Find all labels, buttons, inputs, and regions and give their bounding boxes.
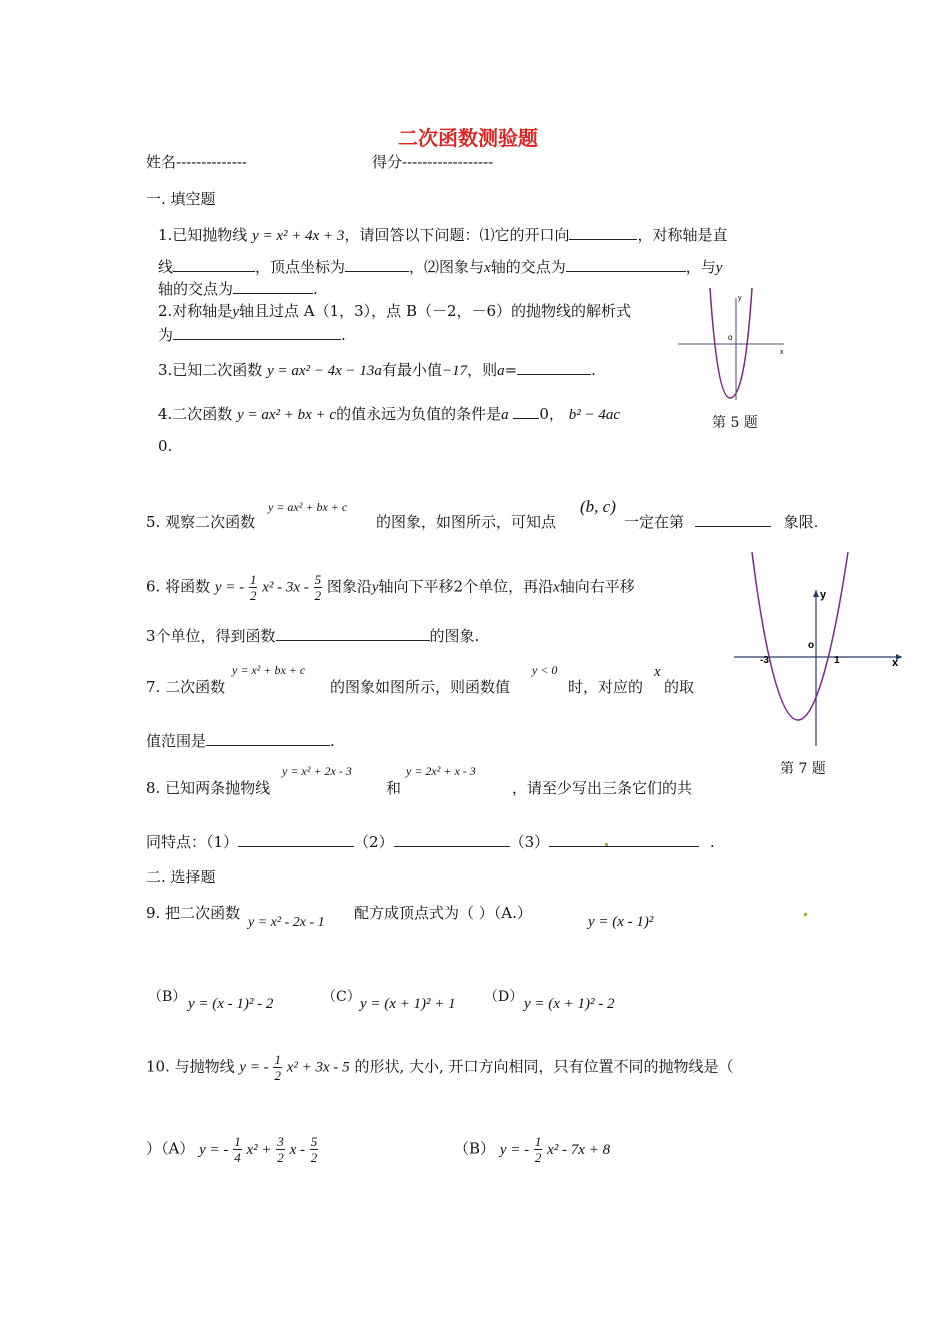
question-4-line-1 [158,403,620,424]
q9-option-b-label: （B） [148,989,187,1005]
q9-text: 配方成顶点式为（ ）（A.） [354,904,532,922]
figure-question-7-graph [732,552,906,748]
y-axis-label: y [820,589,827,601]
question-6-line-2 [146,625,479,646]
page-title: 二次函数测验题 [398,126,538,150]
q7-formula: y = x² + bx + c [232,663,306,677]
q9-option-c[interactable]: y = (x + 1)² + 1 [360,996,456,1012]
q1-text: ，⑵图象与 [409,258,485,276]
root-label-1: 1 [834,655,840,666]
q1-var: y [715,260,723,276]
q4-var: a [501,407,509,423]
q3-value: −17 [441,363,468,379]
q8-text: （2） [354,833,394,851]
q4-formula: y = ax² + bx + c [237,407,337,423]
q4-text: 的值永远为负值的条件是 [336,405,502,423]
question-1-line-1 [158,224,727,245]
scan-artifact [605,843,608,846]
q1-var: x [484,260,491,276]
question-3: 3.已知二次函数 y = ax² − 4x − 13a有最小值−17，则a= . [158,361,596,379]
figure-question-5-graph [672,288,792,404]
q6-text: 的图象. [429,627,480,645]
q7-text: 的图象如图所示，则函数值 [330,678,511,696]
q5-text: 象限. [783,513,819,531]
section-heading-multiple-choice: 二. 选择题 [146,868,216,886]
q7-condition: y < 0 [532,663,558,677]
answer-blank[interactable] [549,832,699,847]
q10-text: ）（A） [146,1139,195,1158]
q1-formula: y = x² + 4x + 3 [252,228,345,244]
score-field-label: 得分------------------ [372,153,494,171]
y-axis-arrow [813,590,819,597]
q6-text: 6. 将函数 [146,577,211,596]
q2-text: 为 [158,326,174,344]
q9-text: 9. 把二次函数 [146,904,241,922]
q3-text: = [504,361,518,379]
q8-text: 和 [386,779,402,797]
q8-text: 同特点：（1） [146,833,239,851]
q8-formula-1: y = x² + 2x - 3 [282,764,352,778]
scan-artifact [804,913,807,916]
parabola-curve [752,552,848,720]
question-5-tail [624,511,818,532]
q7-text: 7. 二次函数 [146,678,226,696]
q5-text: 的图象，如图所示，可知点 [376,513,557,531]
q9-option-d-label: （D） [484,989,524,1005]
q6-var: x [553,579,560,596]
q6-fraction: $\frac{1}{2}$ [249,572,257,603]
question-1-line-3: 轴的交点为 . [158,280,318,298]
q7-text: . [330,732,335,750]
q6-formula: y = - [214,579,245,596]
answer-blank[interactable] [566,257,686,272]
question-6-line-1 [146,572,635,603]
q6-text: 轴向下平移2个单位，再沿 [378,577,554,596]
q8-text: ，请至少写出三条它们的共 [512,779,693,797]
q7-text: 时，对应的 [568,678,644,696]
answer-blank[interactable] [569,225,637,240]
q1-text: 轴的交点为 [158,280,234,298]
q10-option-a[interactable]: y = - $\frac{1}{4}$ x² + $\frac{3}{2}$ x - $\frac{5}{2}$ [199,1134,318,1165]
q9-formula: y = x² - 2x - 1 [248,915,325,930]
answer-blank[interactable] [276,626,430,641]
answer-blank[interactable] [238,832,354,847]
figure-5-caption: 第 5 题 [712,415,758,431]
q9-option-d[interactable]: y = (x + 1)² - 2 [524,996,615,1012]
q3-formula: y = ax² − 4x − 13a [267,363,382,379]
q6-text: 轴向右平移 [559,577,635,596]
question-10-line-1 [146,1052,734,1083]
q2-text: 2.对称轴是 [158,302,233,320]
q6-var: y [371,579,379,596]
q3-text: 有最小值 [381,361,442,379]
q7-text: 值范围是 [146,732,207,750]
q3-text: ，则 [467,361,498,379]
q1-text: ，与 [685,258,716,276]
q4-discriminant: b² − 4ac [568,407,620,423]
answer-blank[interactable] [233,279,313,294]
q7-var: x [654,664,661,680]
question-2-line-2: 为 . [158,326,346,344]
q10-option-b-label: （B） [454,1139,496,1158]
q6-text: 图象沿 [326,577,372,596]
answer-blank[interactable] [206,731,330,746]
figure-7-caption: 第 7 题 [780,761,826,777]
parabola-curve [710,288,752,398]
q9-option-b[interactable]: y = (x - 1)² - 2 [188,996,274,1012]
q2-text: 轴且过点 A（1，3），点 B（－2，－6）的抛物线的解析式 [238,302,632,320]
q1-text: ，顶点坐标为 [255,258,346,276]
answer-blank[interactable] [345,257,409,272]
q4-text: 4.二次函数 [158,405,233,423]
origin-label: o [728,333,733,342]
q5-text: 一定在第 [624,513,685,531]
answer-blank[interactable] [517,360,591,375]
q10-text: 的形状, 大小, 开口方向相同，只有位置不同的抛物线是（ [354,1057,734,1076]
name-field-label: 姓名-------------- [146,153,247,171]
q1-text: ，请回答以下问题：⑴它的开口向 [344,226,570,244]
q9-option-a[interactable]: y = (x - 1)² [588,914,654,930]
q6-formula: x² - 3x - [262,579,309,596]
question-7-line-2 [146,730,335,751]
question-4-line-2: 0. [158,437,173,455]
q10-text: 10. 与抛物线 [146,1057,235,1076]
section-heading-fill-blank: 一. 填空题 [146,190,216,208]
q3-text: 3.已知二次函数 [158,361,263,379]
q1-text: 线 [158,258,174,276]
q3-var: a [497,363,505,379]
answer-blank[interactable] [394,832,510,847]
answer-blank[interactable] [173,325,341,340]
question-2-line-1 [158,300,631,321]
q6-text: 3个单位，得到函数 [146,627,276,645]
answer-blank[interactable] [513,404,539,419]
q8-formula-2: y = 2x² + x - 3 [406,764,476,778]
question-1-line-2 [158,256,722,277]
answer-blank[interactable] [695,512,771,527]
q6-fraction: $\frac{5}{2}$ [314,572,322,603]
x-axis-label: x [780,349,784,356]
q8-text: （3） [509,833,550,851]
q1-text: 轴的交点为 [490,258,566,276]
origin-label: o [808,640,815,651]
q5-point: (b, c) [580,497,616,516]
q7-text: 的取 [664,678,695,696]
q5-text: 5. 观察二次函数 [146,513,256,531]
q10-formula: y = - [239,1059,269,1076]
x-axis-label: x [892,657,899,669]
q10-formula: x² + 3x - 5 [286,1059,350,1076]
root-label-neg3: -3 [760,655,769,666]
q4-text: 0， [539,405,564,423]
q9-option-c-label: （C） [322,989,361,1005]
q8-text: . [709,833,715,851]
question-5 [146,511,255,532]
question-10-line-2 [146,1134,318,1165]
answer-blank[interactable] [173,257,255,272]
q5-formula: y = ax² + bx + c [268,500,348,514]
q2-var: y [232,304,239,320]
y-axis-label: y [738,295,742,302]
question-10-option-b-row [454,1134,610,1165]
q1-text: ，对称轴是直 [637,226,728,244]
question-8-line-2 [146,831,715,852]
q10-option-b[interactable]: y = - $\frac{1}{2}$ x² - 7x + 8 [499,1134,611,1165]
q1-text: 1.已知抛物线 [158,226,248,244]
q10-fraction: $\frac{1}{2}$ [274,1052,281,1083]
q8-text: 8. 已知两条抛物线 [146,779,271,797]
